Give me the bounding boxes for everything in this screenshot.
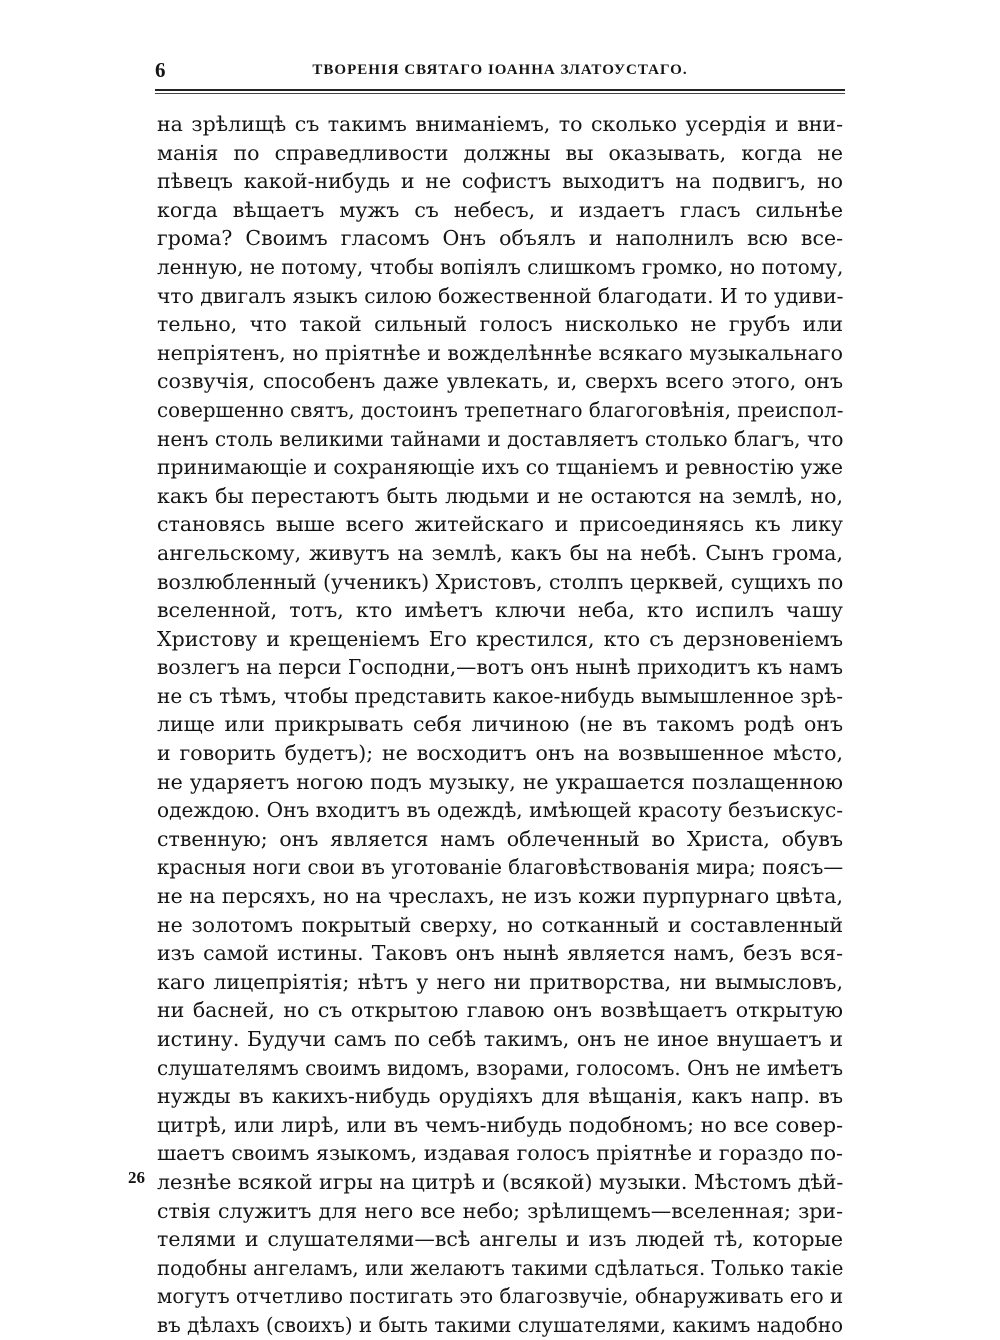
text-line: одеждою. Онъ входитъ въ одеждѣ, имѣющей красоту безъискус-: [157, 798, 843, 823]
text-line: пѣвецъ какой-нибудь и не софистъ выходитъ на подвигъ, но: [157, 169, 843, 194]
text-line: слушателямъ своимъ видомъ, взорами, голосомъ. Онъ не имѣетъ: [157, 1055, 843, 1080]
text-line: ствія служитъ для него все небо; зрѣлищемъ—вселенная; зри-: [157, 1198, 843, 1223]
text-line: ангельскому, живутъ на землѣ, какъ бы на небѣ. Сынъ грома,: [157, 540, 843, 565]
running-title: ТВОРЕНІЯ СВЯТАГО ІОАННА ЗЛАТОУСТАГО.: [312, 62, 688, 78]
text-line: возлюбленный (ученикъ) Христовъ, столпъ церквей, сущихъ по: [157, 569, 844, 594]
text-line: ленную, не потому, чтобы вопіялъ слишкомъ громко, но потому,: [157, 254, 843, 279]
text-line: шаетъ своимъ языкомъ, издавая голосъ пріятнѣе и гораздо по-: [157, 1141, 843, 1166]
text-line: созвучія, способенъ даже увлекать, и, сверхъ всего этого, онъ: [157, 369, 843, 394]
text-line: не ударяетъ ногою подъ музыку, не украшается позлащенною: [157, 769, 843, 794]
text-line: истину. Будучи самъ по себѣ такимъ, онъ не иное внушаетъ и: [157, 1027, 843, 1051]
text-line: непріятенъ, но пріятнѣе и вожделѣннѣе всякаго музыкальнаго: [157, 340, 843, 365]
text-line: какъ бы перестаютъ быть людьми и не остаются на землѣ, но,: [157, 483, 843, 508]
text-line: изъ самой истины. Таковъ онъ нынѣ является намъ, безъ вся-: [157, 941, 843, 966]
page-number: 6: [155, 58, 166, 82]
text-line: нужды въ какихъ-нибудь орудіяхъ для вѣщанія, какъ напр. въ: [157, 1084, 843, 1109]
text-line: и говорить будетъ); не восходитъ онъ на возвышенное мѣсто,: [157, 741, 843, 766]
text-line: ственную; онъ является намъ облеченный во Христа, обувъ: [157, 826, 843, 851]
text-line: каго лицепріятія; нѣтъ у него ни притворства, ни вымысловъ,: [157, 969, 843, 994]
text-line: телями и слушателями—всѣ ангелы и изъ людей тѣ, которые: [157, 1227, 843, 1252]
text-line: когда вѣщаетъ мужъ съ небесъ, и издаетъ гласъ сильнѣе: [157, 197, 843, 222]
text-line: принимающіе и сохраняющіе ихъ со тщаніемъ и ревностію уже: [157, 455, 844, 480]
text-line: могутъ отчетливо постигать это благозвучіе, обнаруживать его и: [157, 1284, 843, 1309]
text-line: подобны ангеламъ, или желаютъ такими сдѣлаться. Только такіе: [157, 1255, 844, 1280]
text-line: въ дѣлахъ (своихъ) и быть такими слушателями, какимъ надобно: [157, 1312, 844, 1337]
text-line: грома? Своимъ гласомъ Онъ объялъ и наполнилъ всю все-: [157, 226, 843, 251]
text-line: не съ тѣмъ, чтобы представить какое-нибудь вымышленное зрѣ-: [157, 683, 843, 708]
header-rule-thin: [155, 93, 845, 94]
text-line: совершенно святъ, достоинъ трепетнаго благоговѣнія, преиспол-: [157, 397, 843, 422]
text-line: не на персяхъ, но на чреслахъ, не изъ кожи пурпурнаго цвѣта,: [157, 884, 843, 909]
page-header: [155, 58, 845, 88]
text-line: возлегъ на перси Господни,—вотъ онъ нынѣ приходитъ къ намъ: [157, 655, 843, 680]
text-line: на зрѣлищѣ съ такимъ вниманіемъ, то сколько усердія и вни-: [157, 112, 843, 136]
text-line: вселенной, тотъ, кто имѣетъ ключи неба, кто испилъ чашу: [157, 598, 843, 623]
text-line: ненъ столь великими тайнами и доставляетъ столько благъ, что: [157, 426, 843, 451]
text-line: что двигалъ языкъ силою божественной благодати. И то удиви-: [157, 283, 844, 308]
text-line: ни басней, но съ открытою главою онъ возвѣщаетъ открытую: [157, 998, 843, 1023]
text-line: становясь выше всего житейскаго и присоединяясь къ лику: [157, 512, 843, 537]
text-line: Христову и крещеніемъ Его крестился, кто съ дерзновеніемъ: [157, 626, 843, 651]
text-line: красныя ноги свои въ уготованіе благовѣствованія мира; поясъ—: [157, 855, 843, 880]
text-line: манія по справедливости должны вы оказывать, когда не: [157, 140, 843, 165]
text-line: тельно, что такой сильный голосъ нисколько не грубъ или: [157, 312, 843, 337]
body-text: [157, 110, 843, 1340]
header-rule: [155, 89, 845, 91]
text-line: цитрѣ, или лирѣ, или въ чемъ-нибудь подобномъ; но все совер-: [157, 1112, 843, 1137]
margin-note-number: 26: [128, 1168, 145, 1187]
text-line: не золотомъ покрытый сверху, но сотканный и составленный: [157, 912, 843, 937]
text-line: лище или прикрывать себя личиною (не въ такомъ родѣ онъ: [157, 712, 843, 737]
text-line: лезнѣе всякой игры на цитрѣ и (всякой) музыки. Мѣстомъ дѣй-: [157, 1169, 843, 1194]
